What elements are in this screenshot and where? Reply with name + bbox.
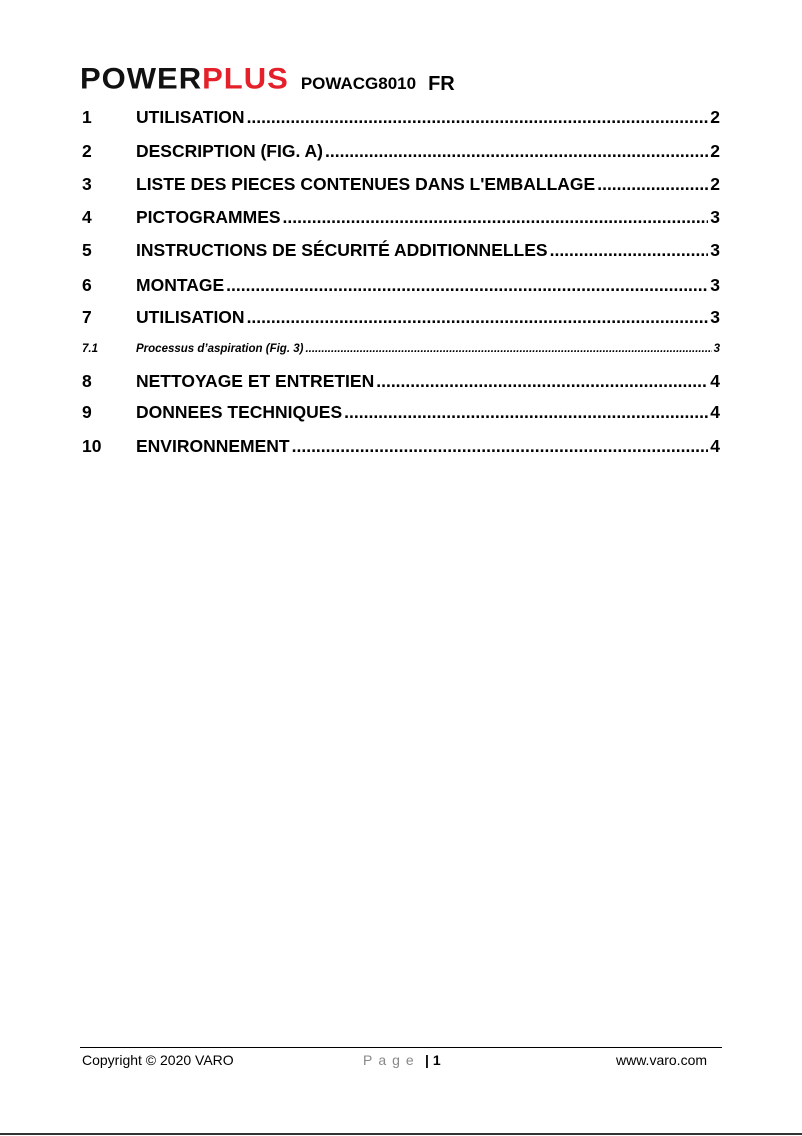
toc-page: 3 (713, 343, 720, 355)
toc-number: 7.1 (82, 343, 98, 355)
toc-number: 1 (82, 107, 92, 127)
toc-number: 8 (82, 371, 92, 391)
toc-entry[interactable] (82, 141, 720, 162)
toc-leader (597, 174, 708, 195)
logo-power-text: POWER (80, 61, 203, 96)
toc-leader (292, 436, 709, 457)
toc-leader (247, 107, 709, 128)
toc-title: UTILISATION (136, 307, 245, 327)
toc-entry[interactable] (82, 436, 720, 457)
toc-entry[interactable] (82, 207, 720, 228)
toc-title: NETTOYAGE ET ENTRETIEN (136, 371, 375, 391)
footer-page-digit: 1 (432, 1052, 441, 1068)
toc-number: 4 (82, 207, 92, 227)
toc-entry[interactable] (82, 107, 720, 128)
toc-leader (344, 402, 708, 423)
toc-title: MONTAGE (136, 275, 225, 295)
model-number: POWACG8010 (300, 74, 417, 93)
toc-entry[interactable] (82, 240, 720, 261)
toc-page: 3 (710, 275, 720, 295)
toc-title: INSTRUCTIONS DE SÉCURITÉ ADDITIONNELLES (136, 240, 548, 260)
powerplus-logo (80, 63, 289, 95)
toc-title: Processus d’aspiration (Fig. 3) (136, 343, 304, 355)
footer-page-separator: | (425, 1052, 429, 1068)
logo-plus-text: PLUS (202, 61, 289, 96)
toc-page: 2 (710, 141, 720, 161)
footer-page-number (425, 1052, 441, 1068)
toc-entry[interactable] (82, 307, 720, 328)
document-header (80, 62, 455, 96)
toc-title: DESCRIPTION (FIG. A) (136, 141, 323, 161)
language-code: FR (428, 73, 455, 95)
toc-entry[interactable] (82, 275, 720, 296)
toc-page: 2 (710, 174, 720, 194)
toc-title: ENVIRONNEMENT (136, 436, 290, 456)
toc-leader (283, 207, 709, 228)
toc-subentry[interactable] (82, 343, 720, 355)
toc-entry[interactable] (82, 174, 720, 195)
footer-divider (80, 1047, 722, 1048)
toc-title: PICTOGRAMMES (136, 207, 281, 227)
toc-page: 2 (710, 107, 720, 127)
toc-leader (247, 307, 709, 328)
toc-number: 7 (82, 307, 92, 327)
toc-entry[interactable] (82, 371, 720, 392)
toc-leader (305, 343, 711, 355)
toc-entry[interactable] (82, 402, 720, 423)
toc-page: 4 (710, 402, 720, 422)
toc-title: LISTE DES PIECES CONTENUES DANS L'EMBALLAGE (136, 174, 596, 194)
toc-page: 3 (710, 240, 720, 260)
toc-number: 3 (82, 174, 92, 194)
toc-leader (376, 371, 708, 392)
toc-leader (226, 275, 708, 296)
footer-page-label: Page (363, 1052, 420, 1068)
toc-number: 9 (82, 402, 92, 422)
footer-website-link[interactable]: www.varo.com (616, 1052, 708, 1068)
toc-leader (550, 240, 709, 261)
toc-page: 4 (710, 371, 720, 391)
toc-page: 3 (710, 307, 720, 327)
toc-page: 4 (710, 436, 720, 456)
toc-page: 3 (710, 207, 720, 227)
toc-number: 2 (82, 141, 92, 161)
toc-number: 6 (82, 275, 92, 295)
page-bottom-edge (0, 1133, 802, 1135)
toc-title: UTILISATION (136, 107, 245, 127)
toc-number: 5 (82, 240, 92, 260)
toc-title: DONNEES TECHNIQUES (136, 402, 343, 422)
toc-leader (325, 141, 708, 162)
footer-copyright: Copyright © 2020 VARO (82, 1052, 234, 1068)
toc-number: 10 (82, 436, 102, 456)
